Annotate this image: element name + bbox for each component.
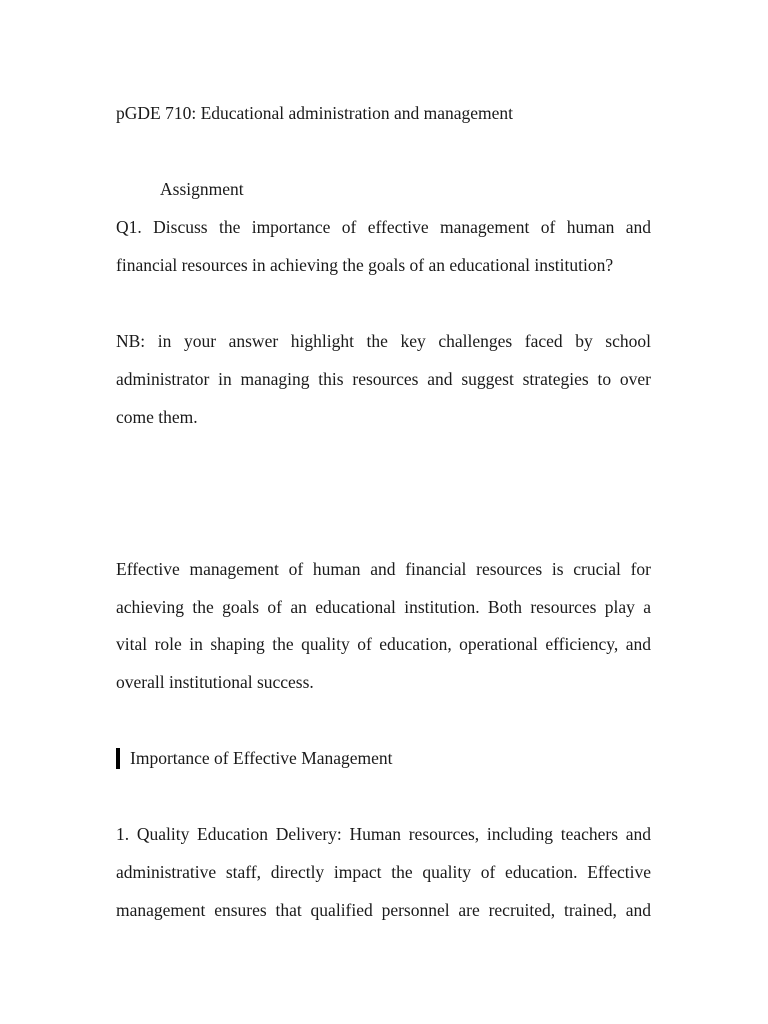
nb-line: NB: in your answer highlight the key challenges faced by school xyxy=(116,331,651,351)
question-line: financial resources in achieving the goals of an educational institution? xyxy=(116,255,614,275)
point1-line: administrative staff, directly impact the quality of education. Effective xyxy=(116,862,651,882)
nb-line: administrator in managing this resources and suggest strategies to over xyxy=(116,369,651,389)
document-page xyxy=(116,0,651,1024)
assignment-label: Assignment xyxy=(160,179,244,199)
heading-marker xyxy=(116,748,120,769)
intro-line: achieving the goals of an educational institution. Both resources play a xyxy=(116,597,651,617)
intro-line: overall institutional success. xyxy=(116,672,314,692)
course-title: pGDE 710: Educational administration and management xyxy=(116,103,514,123)
point1-line: management ensures that qualified personnel are recruited, trained, and xyxy=(116,900,651,920)
point1-line: 1. Quality Education Delivery: Human resources, including teachers and xyxy=(116,824,651,844)
section-heading-text: Importance of Effective Management xyxy=(130,748,393,768)
intro-line: vital role in shaping the quality of education, operational efficiency, and xyxy=(116,634,651,654)
section-heading xyxy=(116,747,393,769)
question-line: Q1. Discuss the importance of effective management of human and xyxy=(116,217,651,237)
intro-line: Effective management of human and financial resources is crucial for xyxy=(116,559,651,579)
nb-line: come them. xyxy=(116,407,198,427)
